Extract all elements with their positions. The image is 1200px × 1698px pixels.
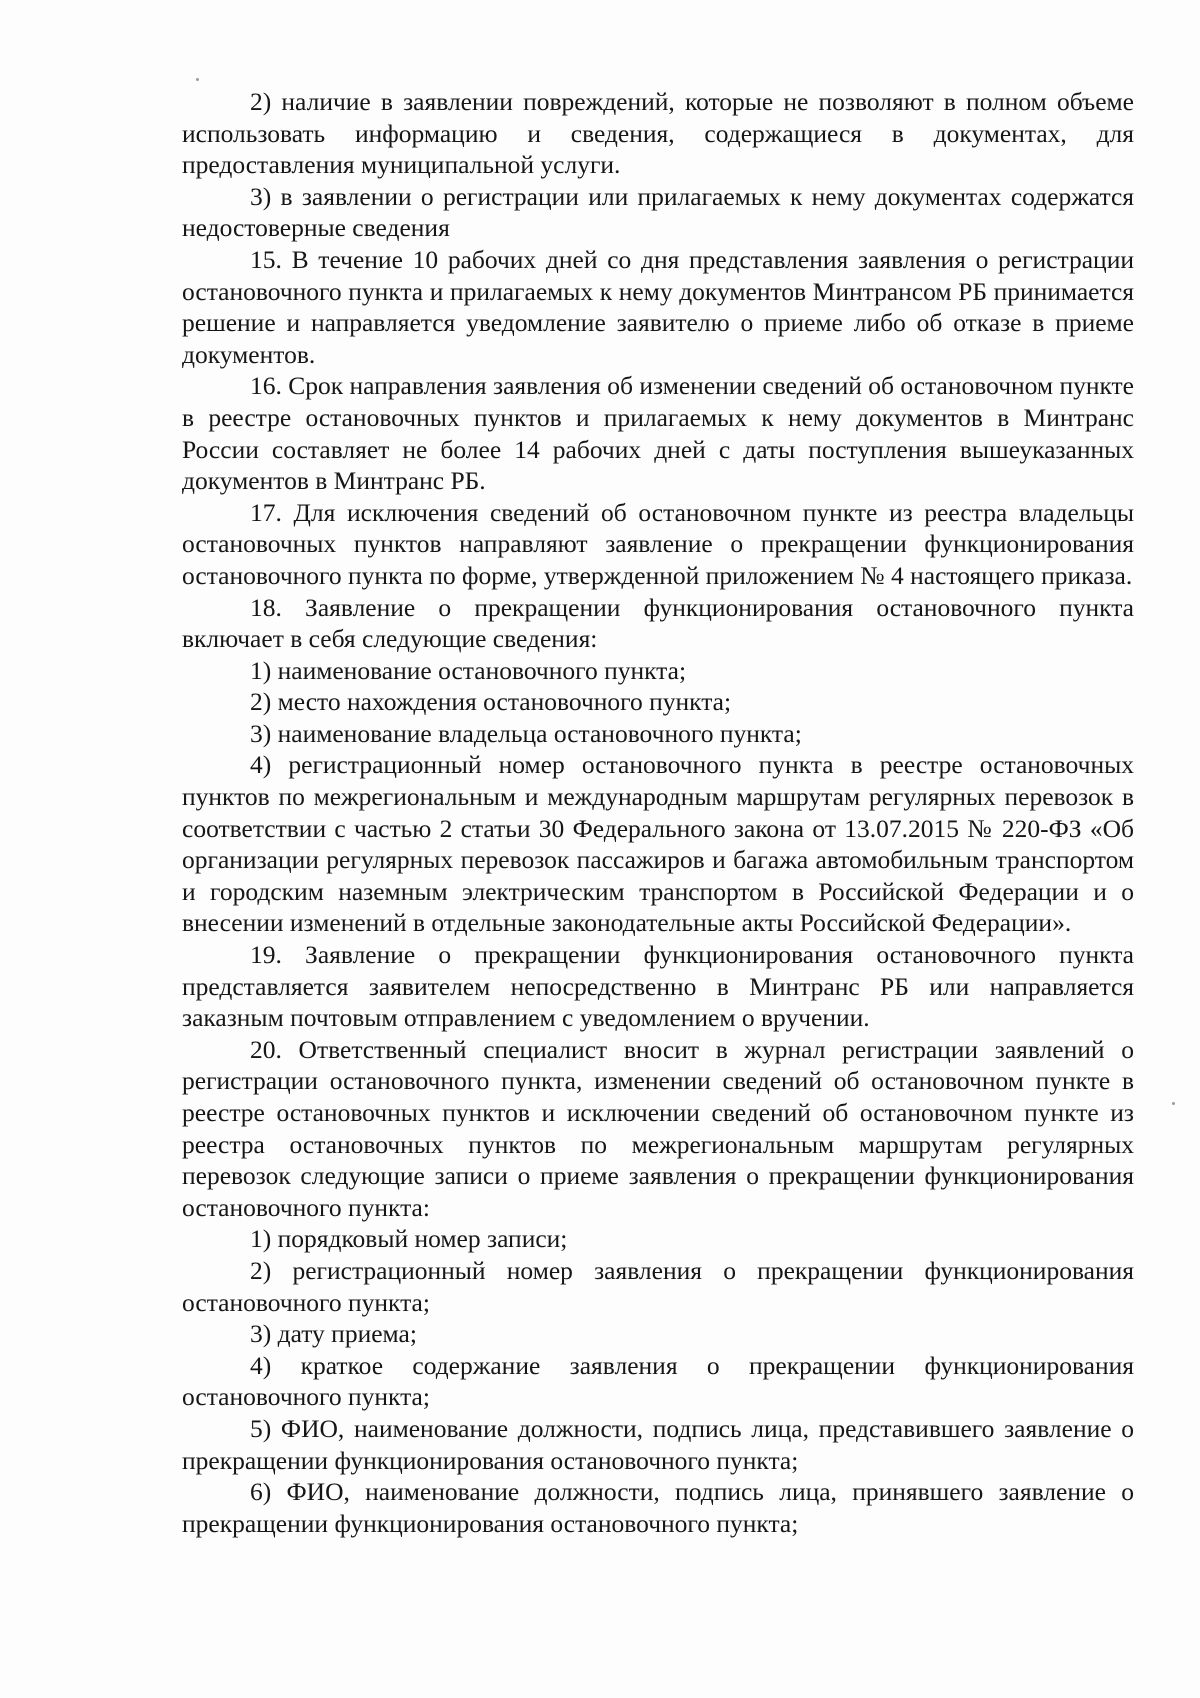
paragraph: 16. Срок направления заявления об изменении сведений об остановочном пункте в реестре остановочных пунктов и прилагаемых к нему документов в Минтранс России составляет не более 14 рабочих дней с даты поступления вышеуказанных документов в Минтранс РБ. bbox=[182, 371, 1134, 496]
list-item: 2) регистрационный номер заявления о прекращении функционирования остановочного пункта; bbox=[182, 1255, 1134, 1317]
paragraph: 15. В течение 10 рабочих дней со дня представления заявления о регистрации остановочного пункта и прилагаемых к нему документов Минтрансом РБ принимается решение и направляется уведомление заявителю о приеме либо об отказе в приеме документов. bbox=[182, 244, 1134, 369]
paragraph: 2) наличие в заявлении повреждений, которые не позволяют в полном объеме использовать информацию и сведения, содержащиеся в документах, для предоставления муниципальной услуги. bbox=[182, 87, 1134, 180]
list-item: 1) порядковый номер записи; bbox=[250, 1224, 568, 1254]
document-body bbox=[182, 86, 1134, 1539]
paragraph: 18. Заявление о прекращении функционирования остановочного пункта включает в себя следующие сведения: bbox=[182, 592, 1134, 654]
paragraph: 19. Заявление о прекращении функционирования остановочного пункта представляется заявителем непосредственно в Минтранс РБ или направляется заказным почтовым отправлением с уведомлением о вручении. bbox=[182, 940, 1134, 1033]
list-item: 3) дату приема; bbox=[250, 1319, 417, 1349]
list-item: 2) место нахождения остановочного пункта; bbox=[250, 687, 732, 717]
list-item: 4) краткое содержание заявления о прекращении функционирования остановочного пункта; bbox=[182, 1350, 1134, 1412]
paragraph: 3) в заявлении о регистрации или прилагаемых к нему документах содержатся недостоверные сведения bbox=[182, 181, 1134, 243]
scan-speck bbox=[196, 78, 199, 81]
list-item: 3) наименование владельца остановочного пункта; bbox=[250, 718, 802, 748]
paragraph: 17. Для исключения сведений об остановочном пункте из реестра владельцы остановочных пунктов направляют заявление о прекращении функционирования остановочного пункта по форме, утвержденной приложением № 4 настоящего приказа. bbox=[182, 497, 1134, 590]
list-item: 6) ФИО, наименование должности, подпись лица, принявшего заявление о прекращении функционирования остановочного пункта; bbox=[182, 1477, 1134, 1538]
list-item: 4) регистрационный номер остановочного пункта в реестре остановочных пунктов по межрегиональным и международным маршрутам регулярных перевозок в соответствии с частью 2 статьи 30 Федерального закона от 13.07.2015 № 220-ФЗ «Об организации регулярных перевозок пассажиров и багажа автомобильным транспортом и городским наземным электрическим транспортом в Российской Федерации и о внесении изменений в отдельные законодательные акты Российской Федерации». bbox=[182, 750, 1134, 938]
list-item: 5) ФИО, наименование должности, подпись лица, представившего заявление о прекращении функционирования остановочного пункта; bbox=[182, 1413, 1134, 1475]
list-item: 1) наименование остановочного пункта; bbox=[250, 655, 687, 685]
scan-speck bbox=[1172, 1102, 1175, 1105]
paragraph: 20. Ответственный специалист вносит в журнал регистрации заявлений о регистрации остановочного пункта, изменении сведений об остановочном пункте в реестре остановочных пунктов и исключении сведений об остановочном пункте из реестра остановочных пунктов по межрегиональным маршрутам регулярных перевозок следующие записи о приеме заявления о прекращении функционирования остановочного пункта: bbox=[182, 1034, 1134, 1222]
